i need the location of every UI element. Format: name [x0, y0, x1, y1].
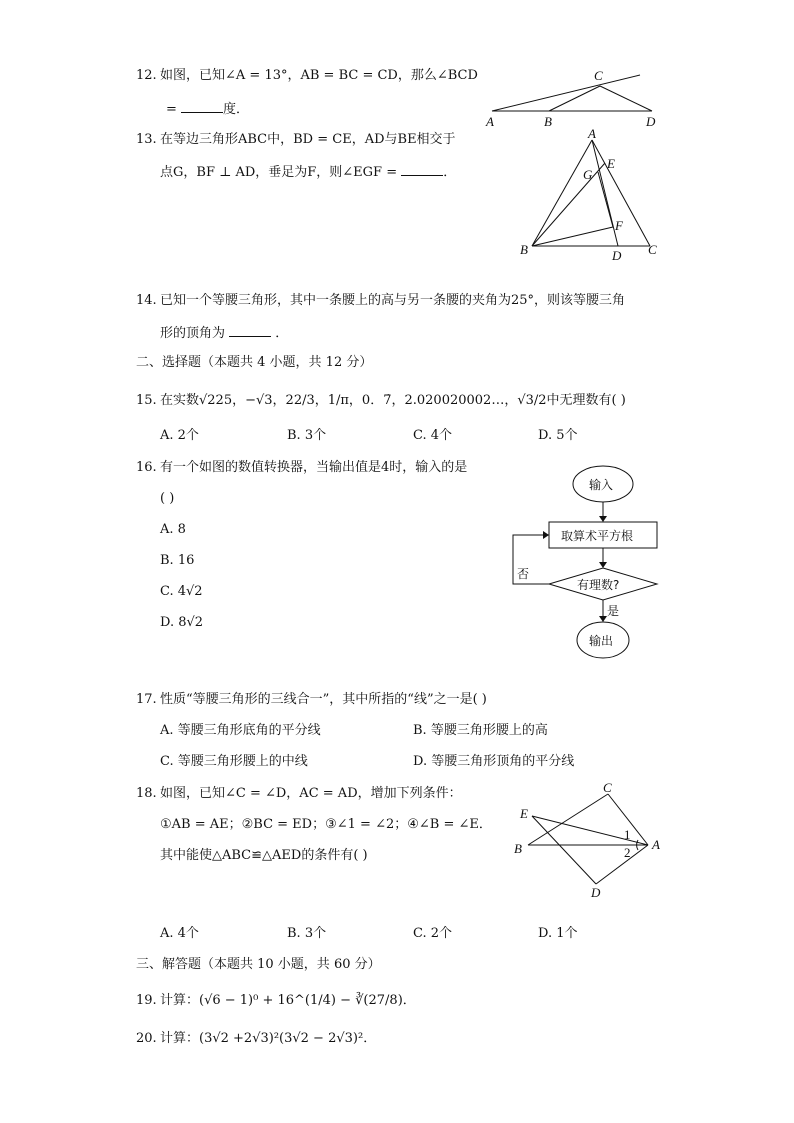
q12-line2: [166, 99, 249, 119]
q18-label-e: E: [520, 806, 528, 821]
q12-number: 12.: [136, 68, 157, 83]
flow-arrowhead-3: [599, 616, 607, 622]
q12-line-ac: [492, 75, 640, 111]
q12-blank: [181, 99, 223, 113]
flow-process-label: 取算术平方根: [561, 529, 634, 543]
q20-number: 20.: [136, 1031, 157, 1046]
q17-option-b: B. 等腰三角形腰上的高: [413, 723, 548, 738]
q18-option-c: C. 2个: [413, 926, 453, 941]
q18-line2: ①AB = AE；②BC = ED；③∠1 = ∠2；④∠B = ∠E．: [160, 817, 492, 832]
q17-option-c: C. 等腰三角形腰上的中线: [160, 754, 308, 769]
q13-label-e: E: [607, 156, 615, 171]
q12-line-bc: [549, 86, 600, 111]
q18-segment-ea: [532, 816, 648, 845]
q18-option-b: B. 3个: [287, 926, 327, 941]
q13-segment-gf: [598, 172, 613, 227]
q16-option-d: D. 8√2: [160, 615, 204, 630]
q13-label-a: A: [588, 128, 596, 141]
q16-line1: 有一个如图的数值转换器，当输出值是4时，输入的是: [160, 460, 468, 475]
q18-number: 18.: [136, 786, 157, 801]
section-2-heading: 二、选择题（本题共 4 小题，共 12 分）: [136, 355, 373, 370]
q18-option-a: A. 4个: [160, 926, 199, 941]
q18-label-d: D: [591, 885, 601, 900]
q14-line2: [160, 323, 288, 343]
q13-line1: 在等边三角形ABC中，BD = CE，AD与BE相交于: [160, 132, 456, 147]
q20-text: 计算：(3√2 +2√3)²(3√2 − 2√3)²．: [160, 1031, 377, 1046]
q15-option-d: D. 5个: [538, 428, 578, 443]
q18-label-c: C: [603, 782, 612, 795]
q13-line2-text: 点G，BF ⊥ AD，垂足为F，则∠EGF =: [160, 165, 398, 180]
q17-text: 性质“等腰三角形的三线合一”，其中所指的“线”之一是( ): [160, 692, 487, 707]
q12-figure: [480, 66, 660, 132]
flow-decision-label: 有理数?: [577, 578, 620, 592]
q13-label-d: D: [612, 248, 622, 262]
flow-no-label: 否: [517, 567, 530, 581]
q18-label-1: 1: [624, 827, 631, 842]
q12-eq: =: [166, 102, 177, 117]
q18-line3: 其中能使△ABC≌△AED的条件有( ): [160, 848, 368, 863]
q16-option-a: A. 8: [160, 522, 186, 537]
q13-blank: [401, 162, 443, 176]
q19-text: 计算：(√6 − 1)⁰ + 16^(1/4) − ∛(27/8)．: [160, 993, 416, 1008]
q12-unit: 度．: [223, 102, 250, 117]
q16-line2: ( ): [160, 491, 175, 506]
flow-yes-label: 是: [607, 604, 620, 618]
q18-label-a: A: [652, 837, 660, 852]
q13-number: 13.: [136, 132, 157, 147]
q15-number: 15.: [136, 393, 157, 408]
section-3-heading: 三、解答题（本题共 10 小题，共 60 分）: [136, 957, 381, 972]
q12-line1: 如图，已知∠A = 13°，AB = BC = CD，那么∠BCD: [160, 68, 478, 83]
q18-line1: 如图，已知∠C = ∠D，AC = AD，增加下列条件：: [160, 786, 462, 801]
q12-label-b: B: [544, 114, 552, 129]
q17-option-d: D. 等腰三角形顶角的平分线: [413, 754, 575, 769]
flow-arrowhead-2: [599, 562, 607, 568]
q12-label-c: C: [594, 68, 603, 83]
flow-input-label: 输入: [589, 478, 614, 492]
q14-blank: [229, 323, 271, 337]
q13-segment-be: [532, 163, 605, 246]
q14-line2-text: 形的顶角为: [160, 326, 226, 341]
q16-number: 16.: [136, 460, 157, 475]
q16-option-b: B. 16: [160, 553, 195, 568]
flow-arrowhead-1: [599, 516, 607, 522]
q13-line2: [160, 162, 456, 182]
q18-figure: [510, 782, 670, 900]
q12-line-cd: [600, 86, 652, 111]
q13-figure: [510, 128, 670, 262]
q14-period: ．: [275, 326, 289, 341]
q16-flowchart: [505, 462, 665, 666]
q12-label-a: A: [486, 114, 494, 129]
q14-line1: 已知一个等腰三角形，其中一条腰上的高与另一条腰的夹角为25°，则该等腰三角: [160, 293, 626, 308]
q18-segment-da: [596, 845, 648, 884]
q13-label-g: G: [583, 167, 593, 182]
q17-option-a: A. 等腰三角形底角的平分线: [160, 723, 321, 738]
q15-option-c: C. 4个: [413, 428, 453, 443]
q13-segment-bf: [532, 227, 613, 246]
q13-period: ．: [443, 165, 457, 180]
flow-arrowhead-no: [543, 531, 549, 539]
q18-label-b: B: [514, 841, 522, 856]
q12-label-d: D: [646, 114, 656, 129]
q15-option-b: B. 3个: [287, 428, 327, 443]
q19-number: 19.: [136, 993, 157, 1008]
q15-text: 在实数√225，−√3，22/3，1/π，0．7̇，2.020020002…，√3/2中无理数有( ): [160, 393, 626, 408]
q13-label-f: F: [615, 218, 623, 233]
q17-number: 17.: [136, 692, 157, 707]
q16-option-c: C. 4√2: [160, 584, 203, 599]
q18-option-d: D. 1个: [538, 926, 578, 941]
q15-option-a: A. 2个: [160, 428, 199, 443]
q13-side-ab: [532, 140, 592, 246]
q18-segment-ed: [532, 816, 596, 884]
q13-label-b: B: [520, 242, 528, 257]
flow-output-label: 输出: [589, 634, 614, 648]
q18-segment-cb: [528, 794, 608, 845]
q13-label-c: C: [648, 242, 657, 257]
q14-number: 14.: [136, 293, 157, 308]
q18-label-2: 2: [624, 845, 631, 860]
